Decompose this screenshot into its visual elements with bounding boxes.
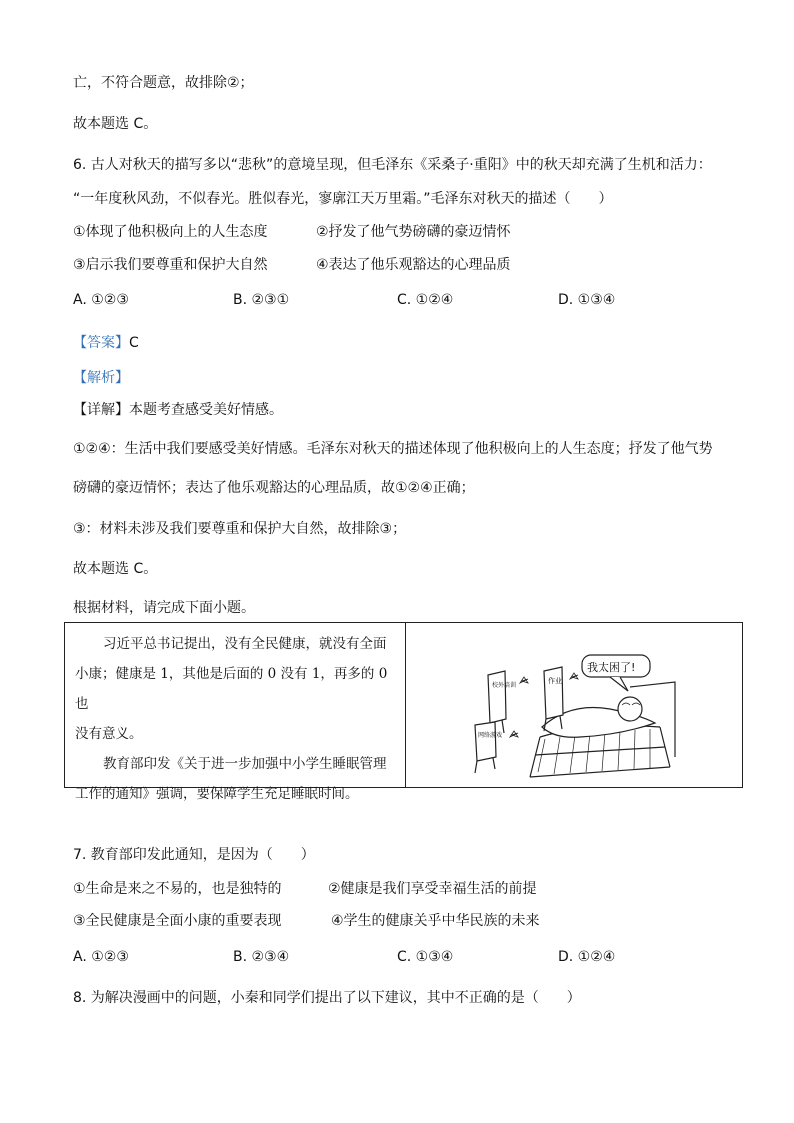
material-line: 工作的通知》强调，要保障学生充足睡眠时间。 <box>75 786 359 802</box>
statement-3: ③启示我们要尊重和保护大自然 <box>73 257 268 273</box>
material-line: 小康；健康是 1，其他是后面的 0 没有 1，再多的 0 也 <box>75 666 388 712</box>
question-6-stem: 6. 古人对秋天的描写多以“悲秋”的意境呈现，但毛泽东《采桑子·重阳》中的秋天却充满了生机和活力： <box>73 157 712 173</box>
detail-line: 【详解】本题考查感受美好情感。 <box>73 402 283 418</box>
option-b: B. ②③① <box>233 292 290 308</box>
material-box <box>64 622 743 802</box>
text-line: 故本题选 C。 <box>73 561 158 577</box>
book-label: 作业 <box>548 677 562 685</box>
question-7-stem: 7. 教育部印发此通知，是因为（ ） <box>73 847 315 863</box>
text-line: 故本题选 C。 <box>73 116 158 132</box>
option-d: D. ①③④ <box>558 292 616 308</box>
column-divider <box>405 623 406 787</box>
material-line: 没有意义。 <box>75 726 143 742</box>
analysis-label: 【解析】 <box>73 370 129 386</box>
option-c: C. ①②④ <box>397 292 454 308</box>
explanation-line: ③：材料未涉及我们要尊重和保护大自然，故排除③； <box>73 521 407 537</box>
speech-bubble-text: 我太困了! <box>587 661 636 674</box>
explanation-line: ①②④：生活中我们要感受美好情感。毛泽东对秋天的描述体现了他积极向上的人生态度；抒发了他气势 <box>73 441 713 457</box>
statement-4: ④表达了他乐观豁达的心理品质 <box>316 257 511 273</box>
text-line: 亡，不符合题意，故排除②； <box>73 75 254 91</box>
option-c: C. ①③④ <box>397 949 454 965</box>
option-b: B. ②③④ <box>233 949 290 965</box>
option-a: A. ①②③ <box>73 949 129 965</box>
statement-1: ①生命是来之不易的，也是独特的 <box>73 881 282 897</box>
answer-value: C <box>129 335 139 351</box>
option-a: A. ①②③ <box>73 292 129 308</box>
explanation-line: 磅礴的豪迈情怀；表达了他乐观豁达的心理品质，故①②④正确； <box>73 480 475 496</box>
statement-1: ①体现了他积极向上的人生态度 <box>73 224 268 240</box>
cartoon-image <box>470 627 680 785</box>
answer-label: 【答案】 <box>73 335 129 351</box>
answer-line <box>73 333 139 353</box>
statement-4: ④学生的健康关乎中华民族的未来 <box>331 913 540 929</box>
material-text <box>75 629 397 809</box>
statement-3: ③全民健康是全面小康的重要表现 <box>73 913 282 929</box>
material-line: 教育部印发《关于进一步加强中小学生睡眠管理 <box>103 756 387 772</box>
material-line: 习近平总书记提出，没有全民健康，就没有全面 <box>103 636 387 652</box>
question-8-stem: 8. 为解决漫画中的问题，小秦和同学们提出了以下建议，其中不正确的是（ ） <box>73 990 581 1006</box>
statement-2: ②健康是我们享受幸福生活的前提 <box>328 881 537 897</box>
material-intro: 根据材料，请完成下面小题。 <box>73 600 255 616</box>
question-6-stem-cont: “一年度秋风劲，不似春光。胜似春光，寥廓江天万里霜。”毛泽东对秋天的描述（ ） <box>73 191 613 207</box>
statement-2: ②抒发了他气势磅礴的豪迈情怀 <box>316 224 511 240</box>
book-label: 网络游戏 <box>478 732 503 739</box>
book-label: 校外培训 <box>492 682 517 689</box>
option-d: D. ①②④ <box>558 949 616 965</box>
